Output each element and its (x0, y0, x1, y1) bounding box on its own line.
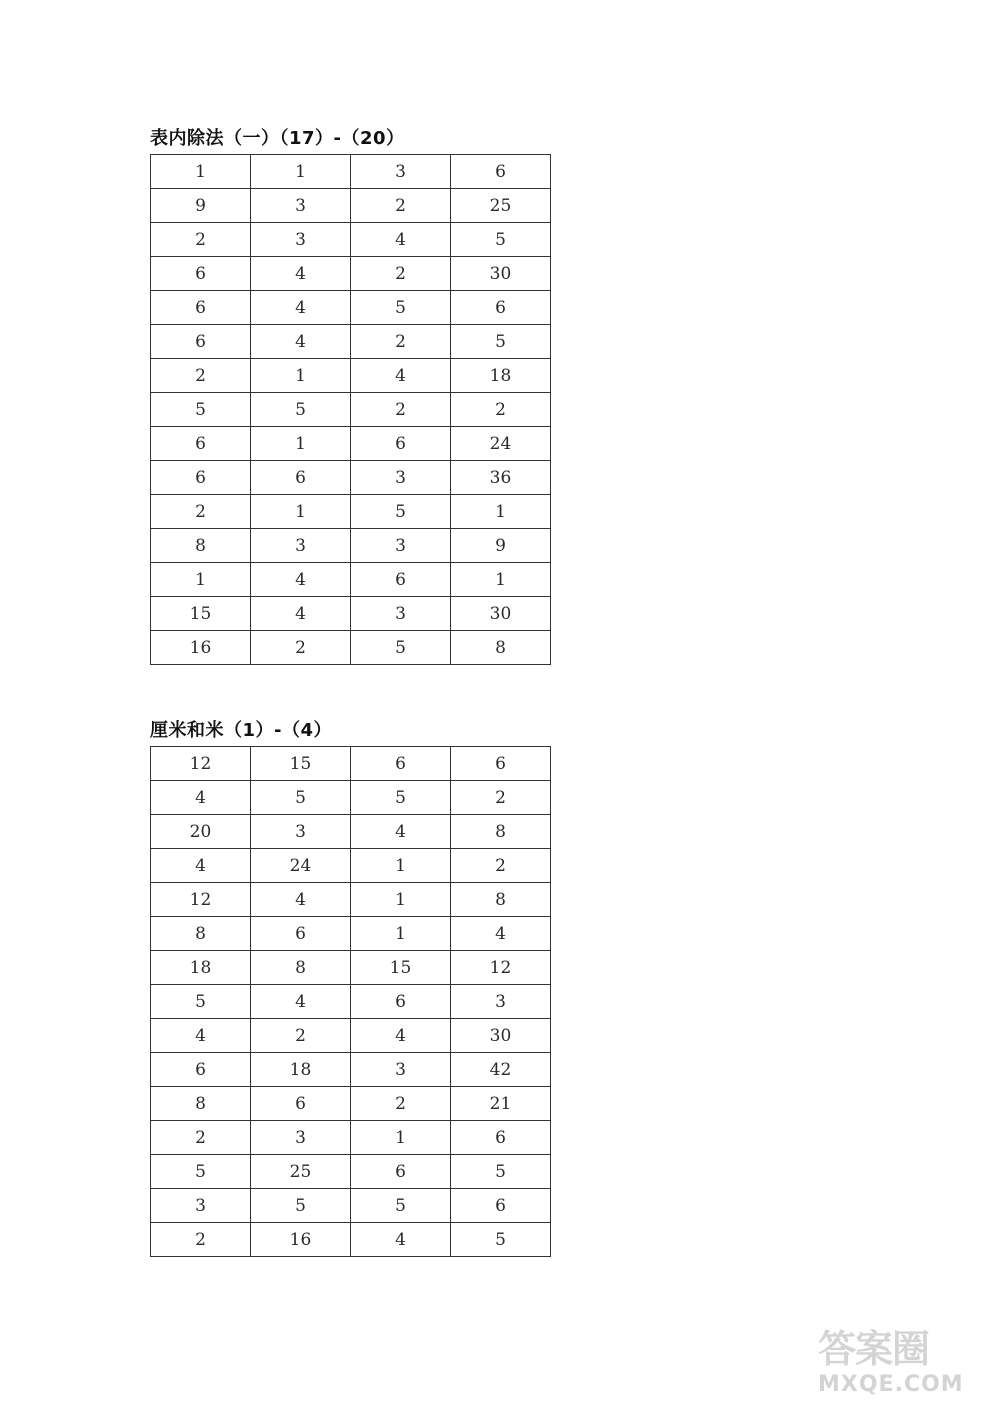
table-row (151, 461, 551, 495)
table-row (151, 495, 551, 529)
table-cell: 18 (251, 1053, 351, 1087)
table-cell: 1 (351, 1121, 451, 1155)
table-row (151, 393, 551, 427)
table-cell: 25 (451, 189, 551, 223)
table-cell: 18 (451, 359, 551, 393)
table-cell: 3 (351, 461, 451, 495)
table-cell: 16 (151, 631, 251, 665)
table-row (151, 189, 551, 223)
table-cell: 15 (151, 597, 251, 631)
table-cell: 5 (251, 393, 351, 427)
table-cell: 21 (451, 1087, 551, 1121)
table-cell: 30 (451, 1019, 551, 1053)
table-cell: 6 (451, 1189, 551, 1223)
table-cell: 5 (151, 393, 251, 427)
table-cell: 6 (251, 917, 351, 951)
table-row (151, 563, 551, 597)
watermark-title: 答案圈 (818, 1327, 930, 1371)
table-cell: 1 (251, 155, 351, 189)
table-cell: 1 (351, 917, 451, 951)
table-cell: 3 (251, 815, 351, 849)
table-cell: 5 (451, 223, 551, 257)
table-row (151, 815, 551, 849)
table-cell: 6 (451, 747, 551, 781)
table-cell: 4 (251, 257, 351, 291)
table-cell: 8 (151, 529, 251, 563)
table-cell: 5 (451, 1155, 551, 1189)
table-cell: 4 (151, 849, 251, 883)
table-cell: 5 (251, 781, 351, 815)
table-cell: 4 (251, 597, 351, 631)
table-row (151, 883, 551, 917)
table-row (151, 917, 551, 951)
table-cell: 2 (451, 781, 551, 815)
watermark-logo (818, 1318, 993, 1408)
table-cell: 8 (151, 917, 251, 951)
table-row (151, 985, 551, 1019)
table-cell: 3 (251, 189, 351, 223)
table-cell: 2 (151, 359, 251, 393)
table-cell: 36 (451, 461, 551, 495)
table-cell: 4 (251, 291, 351, 325)
table-cell: 6 (451, 1121, 551, 1155)
table-cell: 4 (351, 223, 451, 257)
table-cell: 16 (251, 1223, 351, 1257)
table-cell: 1 (351, 883, 451, 917)
table-row (151, 631, 551, 665)
table-cell: 1 (351, 849, 451, 883)
table-cell: 6 (351, 427, 451, 461)
table-row (151, 529, 551, 563)
table-row (151, 747, 551, 781)
table-cell: 3 (251, 1121, 351, 1155)
table-row (151, 325, 551, 359)
table-cell: 2 (251, 631, 351, 665)
table-cell: 2 (251, 1019, 351, 1053)
table-cell: 3 (351, 529, 451, 563)
table-row (151, 1155, 551, 1189)
table-cell: 5 (251, 1189, 351, 1223)
table-row (151, 291, 551, 325)
table-cell: 2 (451, 849, 551, 883)
table-row (151, 427, 551, 461)
table-cell: 6 (151, 427, 251, 461)
table-cell: 3 (151, 1189, 251, 1223)
table-cell: 2 (151, 1223, 251, 1257)
table-cell: 3 (451, 985, 551, 1019)
table-cell: 6 (151, 461, 251, 495)
table-cell: 30 (451, 257, 551, 291)
table-cell: 5 (351, 495, 451, 529)
table-cell: 4 (351, 359, 451, 393)
table-cell: 1 (251, 359, 351, 393)
table-row (151, 359, 551, 393)
table-cell: 8 (151, 1087, 251, 1121)
table-row (151, 1223, 551, 1257)
table-cell: 8 (451, 815, 551, 849)
table-row (151, 257, 551, 291)
table-cell: 4 (351, 1019, 451, 1053)
table-cell: 25 (251, 1155, 351, 1189)
table-cell: 5 (151, 985, 251, 1019)
table-cell: 18 (151, 951, 251, 985)
table-cell: 12 (151, 883, 251, 917)
table-row (151, 223, 551, 257)
table-cell: 20 (151, 815, 251, 849)
table-cell: 2 (151, 495, 251, 529)
table-cell: 2 (351, 257, 451, 291)
table-cell: 8 (451, 631, 551, 665)
table-cell: 6 (151, 291, 251, 325)
table-cell: 6 (251, 1087, 351, 1121)
table-cell: 1 (451, 495, 551, 529)
table-cell: 1 (251, 495, 351, 529)
table-row (151, 155, 551, 189)
section-title: 表内除法（一）（17）-（20） (150, 128, 405, 149)
table-cell: 5 (351, 631, 451, 665)
table-cell: 5 (451, 325, 551, 359)
table-row (151, 951, 551, 985)
table-cell: 24 (251, 849, 351, 883)
table-cell: 3 (251, 223, 351, 257)
table-cell: 4 (251, 985, 351, 1019)
table-cell: 9 (151, 189, 251, 223)
table-cell: 5 (151, 1155, 251, 1189)
table-cell: 6 (351, 563, 451, 597)
table-cell: 4 (151, 781, 251, 815)
table-cell: 1 (451, 563, 551, 597)
table-cell: 2 (351, 325, 451, 359)
table-cell: 4 (351, 815, 451, 849)
table-cell: 3 (251, 529, 351, 563)
table-row (151, 849, 551, 883)
section-division (150, 124, 549, 665)
table-cell: 6 (151, 325, 251, 359)
table-cell: 4 (151, 1019, 251, 1053)
table-cell: 3 (351, 1053, 451, 1087)
table-cell: 6 (151, 1053, 251, 1087)
table-cell: 1 (251, 427, 351, 461)
table-row (151, 781, 551, 815)
table-cell: 6 (351, 747, 451, 781)
table-cell: 6 (351, 985, 451, 1019)
table-cell: 6 (151, 257, 251, 291)
table-cell: 12 (151, 747, 251, 781)
table-cell: 1 (151, 563, 251, 597)
answer-table (150, 746, 551, 1257)
table-row (151, 1053, 551, 1087)
table-cell: 8 (451, 883, 551, 917)
table-cell: 15 (251, 747, 351, 781)
table-cell: 2 (151, 1121, 251, 1155)
table-row (151, 1121, 551, 1155)
watermark-url: MXQE.COM (818, 1372, 964, 1397)
table-cell: 6 (451, 155, 551, 189)
table-cell: 3 (351, 155, 451, 189)
table-cell: 2 (351, 1087, 451, 1121)
table-row (151, 597, 551, 631)
table-cell: 4 (351, 1223, 451, 1257)
section-title: 厘米和米（1）-（4） (150, 720, 333, 741)
table-cell: 2 (351, 189, 451, 223)
table-cell: 6 (251, 461, 351, 495)
answer-table (150, 154, 551, 665)
table-cell: 4 (451, 917, 551, 951)
table-cell: 2 (151, 223, 251, 257)
table-row (151, 1189, 551, 1223)
table-cell: 30 (451, 597, 551, 631)
table-cell: 3 (351, 597, 451, 631)
table-cell: 6 (351, 1155, 451, 1189)
table-cell: 5 (451, 1223, 551, 1257)
table-cell: 15 (351, 951, 451, 985)
table-cell: 2 (351, 393, 451, 427)
table-cell: 2 (451, 393, 551, 427)
table-cell: 12 (451, 951, 551, 985)
table-row (151, 1087, 551, 1121)
table-cell: 42 (451, 1053, 551, 1087)
table-cell: 4 (251, 883, 351, 917)
table-cell: 4 (251, 563, 351, 597)
table-cell: 8 (251, 951, 351, 985)
table-cell: 6 (451, 291, 551, 325)
table-cell: 5 (351, 291, 451, 325)
table-cell: 9 (451, 529, 551, 563)
section-length (150, 716, 549, 1257)
table-cell: 5 (351, 1189, 451, 1223)
table-cell: 5 (351, 781, 451, 815)
table-cell: 1 (151, 155, 251, 189)
table-row (151, 1019, 551, 1053)
table-cell: 4 (251, 325, 351, 359)
table-cell: 24 (451, 427, 551, 461)
